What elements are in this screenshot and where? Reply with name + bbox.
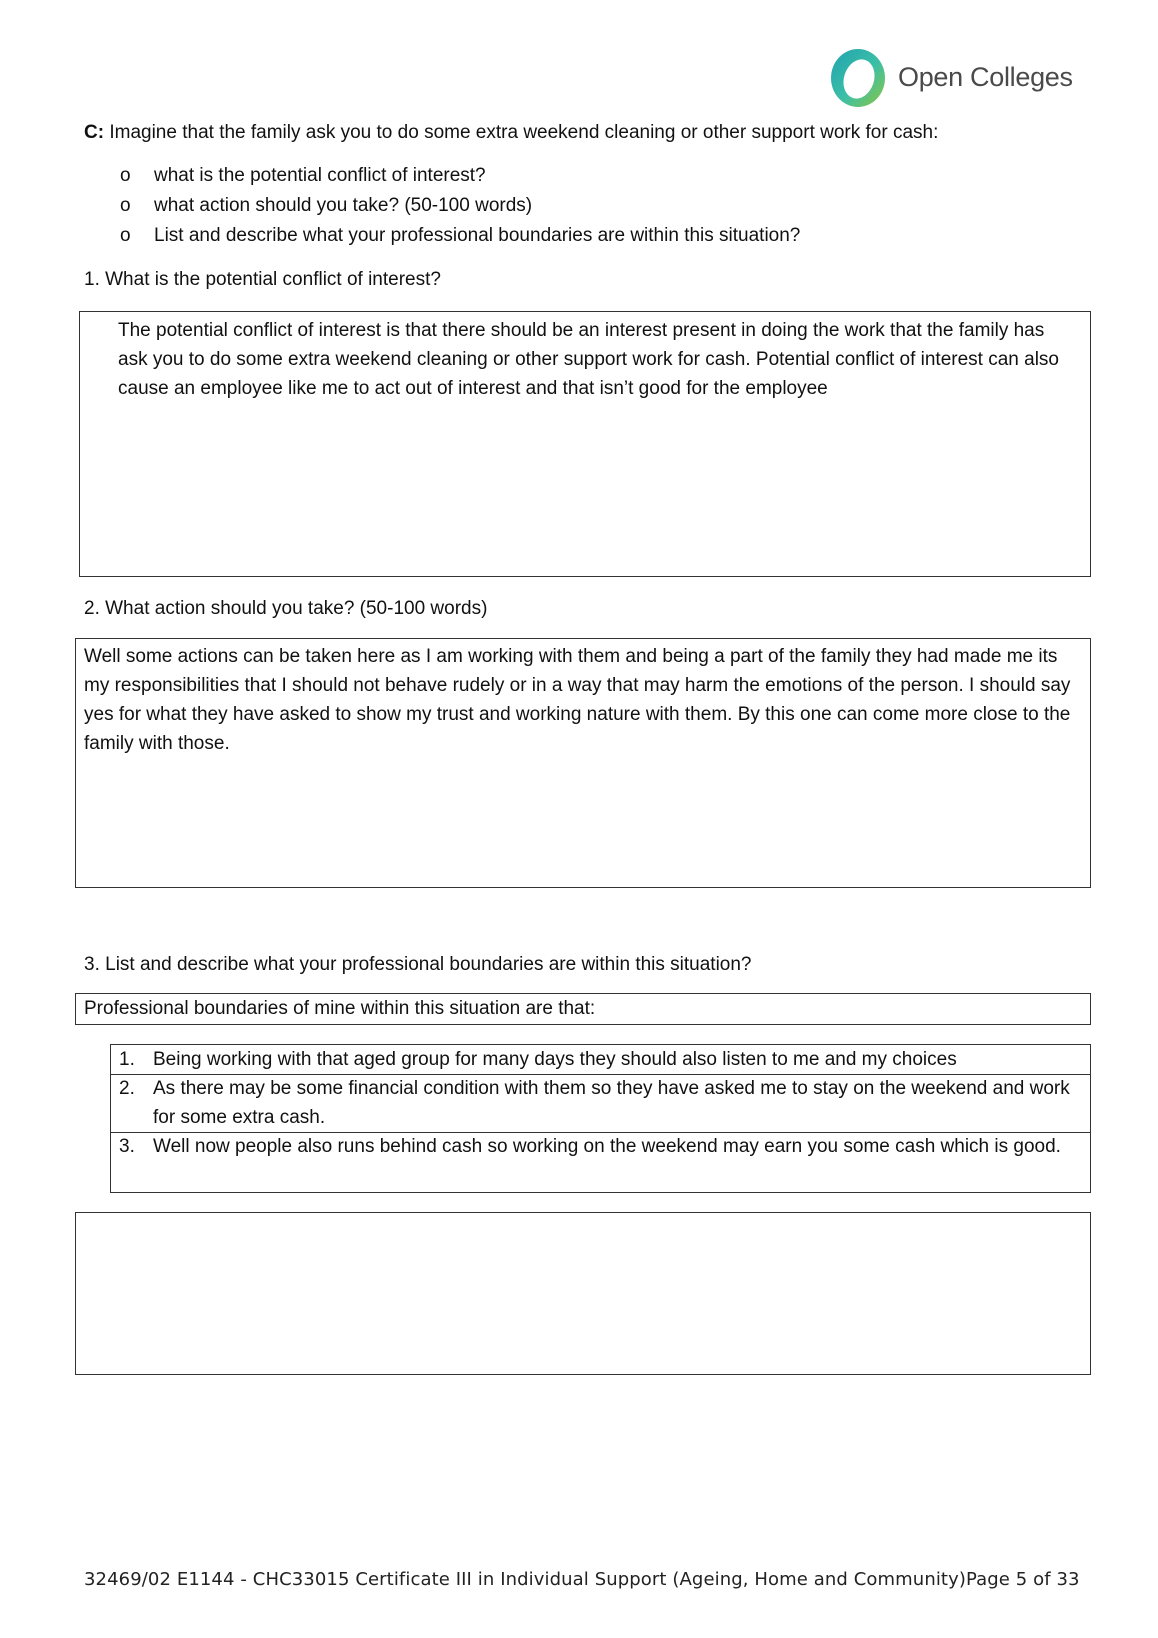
list-item-text: Well now people also runs behind cash so working on the weekend may earn you some cash which is good.: [153, 1136, 1061, 1157]
row-divider: [110, 1132, 1091, 1133]
bullet-mark: o: [120, 225, 131, 246]
question-3-answer-box[interactable]: [75, 993, 1091, 1025]
question-3-label: 3. List and describe what your professional boundaries are within this situation?: [84, 954, 752, 975]
list-item-number: 3.: [119, 1136, 135, 1157]
question-2-answer-box[interactable]: [75, 638, 1091, 888]
list-item: [120, 191, 1070, 221]
bullet-text: what is the potential conflict of interest?: [154, 165, 486, 186]
list-item: [111, 1045, 1090, 1074]
list-item-number: 1.: [119, 1049, 135, 1070]
question-3-answer-text: Professional boundaries of mine within this situation are that:: [84, 998, 596, 1019]
task-bullet-list: [120, 161, 1070, 251]
question-1-answer-box[interactable]: [79, 311, 1091, 577]
list-item: [111, 1132, 1090, 1161]
bullet-mark: o: [120, 165, 131, 186]
logo-wordmark: Open Colleges: [898, 62, 1073, 92]
boundaries-list: [111, 1045, 1090, 1161]
page-footer: 32469/02 E1144 - CHC33015 Certificate III in Individual Support (Ageing, Home and Community)Page 5 of 33: [84, 1569, 1080, 1590]
empty-answer-box[interactable]: [75, 1212, 1091, 1375]
question-c-intro: [84, 120, 1084, 146]
list-item: [120, 161, 1070, 191]
list-item-text: Being working with that aged group for many days they should also listen to me and my choices: [153, 1049, 957, 1070]
bullet-text: List and describe what your professional boundaries are within this situation?: [154, 225, 801, 246]
question-2-label: 2. What action should you take? (50-100 words): [84, 598, 488, 619]
boundaries-list-box[interactable]: [110, 1044, 1091, 1193]
list-item-text: As there may be some financial condition with them so they have asked me to stay on the weekend and work for some extra cash.: [153, 1078, 1070, 1128]
bullet-mark: o: [120, 195, 131, 216]
list-item: [111, 1074, 1090, 1132]
question-c-text: Imagine that the family ask you to do some extra weekend cleaning or other support work for cash:: [109, 122, 939, 143]
logo-ring-icon: [826, 44, 890, 112]
open-colleges-logo: [826, 44, 1076, 114]
question-2-answer-text: Well some actions can be taken here as I am working with them and being a part of the family they had made me its my responsibilities that I should not behave rudely or in a way that may harm the emotions of the person. I should say yes for what they have asked to show my trust and working nature with them. By this one can come more close to the family with those.: [84, 646, 1071, 754]
question-1-label: 1. What is the potential conflict of interest?: [84, 269, 441, 290]
list-item: [120, 221, 1070, 251]
question-c-label: C:: [84, 122, 105, 143]
question-1-answer-text: The potential conflict of interest is that there should be an interest present in doing the work that the family has ask you to do some extra weekend cleaning or other support work for cash. Potential conflict of interest can also cause an employee like me to act out of interest and that isn’t good for the employee: [118, 320, 1060, 399]
bullet-text: what action should you take? (50-100 words): [154, 195, 533, 216]
row-divider: [110, 1074, 1091, 1075]
list-item-number: 2.: [119, 1078, 135, 1099]
